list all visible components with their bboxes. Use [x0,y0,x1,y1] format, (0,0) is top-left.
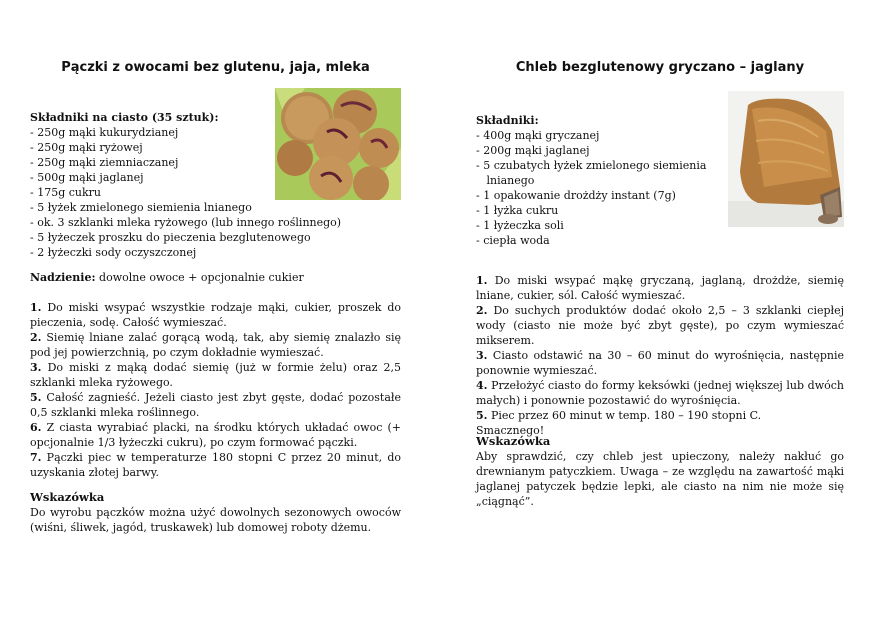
list-item: - 400g mąki gryczanej [476,129,600,142]
right-ingredients [476,113,706,248]
list-item: - 250g mąki ziemniaczanej [30,156,179,169]
right-tip-heading: Wskazówka [476,434,551,448]
step-item: 2. Siemię lniane zalać gorącą wodą, tak, aby siemię znalazło się pod jej powierzchnią, po czym dokładnie wymieszać. [30,331,401,359]
list-item: - ciepła woda [476,234,550,247]
list-item: - ok. 3 szklanki mleka ryżowego (lub innego roślinnego) [30,216,342,229]
step-item: 4. Przełożyć ciasto do formy keksówki (jednej większej lub dwóch małych) i ponownie pozostawić do wyrośnięcia. [476,379,844,407]
step-item: 1. Do miski wsypać mąkę gryczaną, jaglaną, drożdże, siemię lniane, cukier, sól. Całość wymieszać. [476,274,844,302]
list-item: - 500g mąki jaglanej [30,171,144,184]
list-item: - 1 łyżka cukru [476,204,559,217]
right-tip-text: Aby sprawdzić, czy chleb jest upieczony, należy nakłuć go drewnianym patyczkiem. Uwaga – ze względu na zawartość mąki jaglanej patyczek będzie lepki, ale ciasto na nim nie może się „ciągnąć”. [476,450,844,508]
list-item: lnianego [476,174,535,187]
list-item: - 5 łyżeczek proszku do pieczenia bezglutenowego [30,231,311,244]
left-ingredient-list [30,125,341,260]
step-item: 7. Pączki piec w temperaturze 180 stopni C przez 20 minut, do uzyskania złotej barwy. [30,451,401,479]
step-item: 5. Całość zagnieść. Jeżeli ciasto jest zbyt gęste, dodać pozostałe 0,5 szklanki mleka roślinnego. [30,391,401,419]
list-item: - 5 czubatych łyżek zmielonego siemienia [476,159,707,172]
right-ingredient-list [476,128,706,248]
list-item: - 2 łyżeczki sody oczyszczonej [30,246,197,259]
step-item: 2. Do suchych produktów dodać około 2,5 – 3 szklanki ciepłej wody (ciasto nie może być zbyt gęste), po czym wymieszać mikserem. [476,304,844,347]
list-item: - 250g mąki kukurydzianej [30,126,179,139]
list-item: - 250g mąki ryżowej [30,141,143,154]
bread-photo [728,91,844,227]
left-ingredients-heading: Składniki na ciasto (35 sztuk): [30,111,219,124]
left-filling [30,270,304,285]
left-steps [30,300,401,480]
left-tip-text: Do wyrobu pączków można użyć dowolnych sezonowych owoców (wiśni, śliwek, jagód, truskawek) lub domowej roboty dżemu. [30,506,401,534]
left-recipe-title: Pączki z owocami bez glutenu, jaja, mleka [61,60,370,75]
list-item: - 1 opakowanie drożdży instant (7g) [476,189,676,202]
step-item: 3. Ciasto odstawić na 30 – 60 minut do wyrośnięcia, następnie ponownie wymieszać. [476,349,844,377]
step-item: 1. Do miski wsypać wszystkie rodzaje mąki, cukier, proszek do pieczenia, sodę. Całość wymieszać. [30,301,401,329]
step-item: 5. Piec przez 60 minut w temp. 180 – 190 stopni C. [476,409,762,422]
step-item: 3. Do miski z mąką dodać siemię (już w formie żelu) oraz 2,5 szklanki mleka ryżowego. [30,361,401,389]
left-tip-heading: Wskazówka [30,490,105,504]
list-item: - 1 łyżeczka soli [476,219,564,232]
list-item: - 200g mąki jaglanej [476,144,590,157]
list-item: - 175g cukru [30,186,102,199]
right-steps [476,273,844,438]
left-filling-label: Nadzienie: [30,271,96,284]
right-recipe-title: Chleb bezglutenowy gryczano – jaglany [515,60,805,75]
step-item: 6. Z ciasta wyrabiać placki, na środku których układać owoc (+ opcjonalnie 1/3 łyżeczki cukru), po czym formować pączki. [30,421,401,449]
right-ingredients-heading: Składniki: [476,114,539,127]
step-item: Smacznego! [476,424,545,437]
left-ingredients [30,110,341,260]
left-filling-text: dowolne owoce + opcjonalnie cukier [95,271,304,284]
bread-image [728,91,844,227]
list-item: - 5 łyżek zmielonego siemienia lnianego [30,201,252,214]
